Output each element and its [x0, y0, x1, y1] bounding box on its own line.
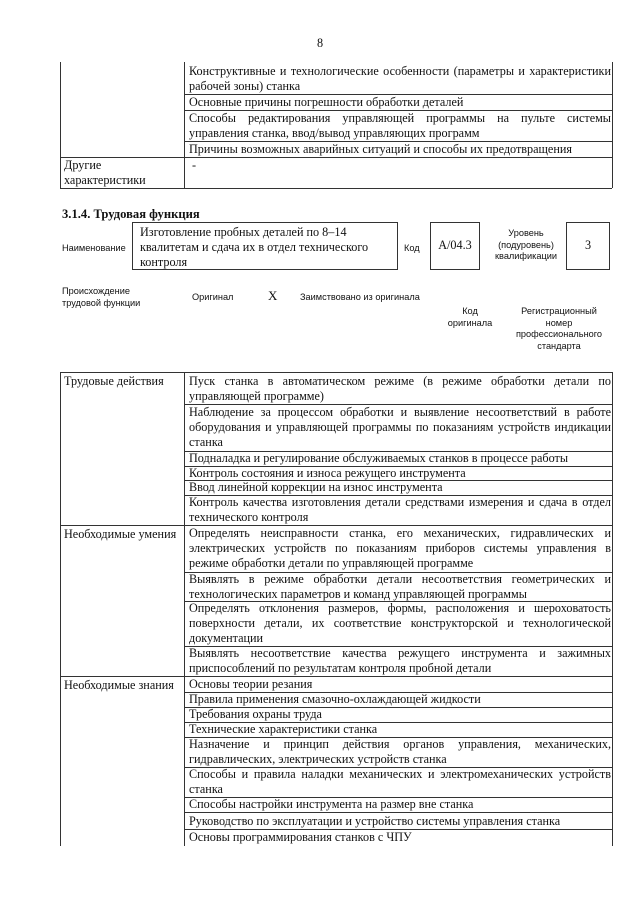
table-border	[60, 372, 61, 846]
table-row: Конструктивные и технологические особенности (параметры и характеристики рабочей зоны) станка	[189, 64, 611, 94]
other-characteristics-label: Другие характеристики	[64, 158, 146, 188]
table-border	[184, 62, 185, 188]
required-skills-label: Необходимые умения	[64, 527, 177, 541]
table-row: Способы редактирования управляющей программы на пульте системы управления станка, ввод/вывод управляющих программ	[189, 111, 611, 141]
table-border	[612, 62, 613, 188]
code-value: А/04.3	[438, 238, 472, 252]
original-mark: X	[268, 288, 278, 303]
table-row: Подналадка и регулирование обслуживаемых станков в процессе работы	[189, 451, 569, 465]
name-value: Изготовление пробных деталей по 8–14 квалитетам и сдача их в отдел технического контроля	[140, 225, 369, 270]
code-label: Код	[404, 243, 420, 253]
table-row: Руководство по эксплуатации и устройство системы управления станка	[189, 814, 561, 828]
code-original-label: Код оригинала	[447, 306, 493, 328]
table-row: Технические характеристики станка	[189, 722, 378, 736]
borrowed-label: Заимствовано из оригинала	[300, 292, 420, 302]
table-row: Основы программирования станков с ЧПУ	[189, 830, 412, 844]
table-row: Правила применения смазочно-охлаждающей жидкости	[189, 692, 481, 706]
table-border	[60, 62, 61, 188]
table-row: Пуск станка в автоматическом режиме (в режиме обработки детали по управляющей программе)	[189, 374, 611, 404]
origin-label: Происхождение трудовой функции	[62, 286, 141, 308]
level-label: Уровень (подуровень) квалификации	[495, 228, 557, 261]
table-row: Выявлять в режиме обработки детали несоответствия геометрических и технологических параметров и команд управляющей программы	[189, 572, 611, 602]
other-characteristics-value: -	[192, 158, 197, 172]
table-row: Контроль состояния и износа режущего инструмента	[189, 466, 466, 480]
row-divider	[60, 188, 612, 189]
table-row: Способы и правила наладки механических и электромеханических устройств станка	[189, 767, 611, 797]
table-row: Контроль качества изготовления детали средствами измерения и сдача в отдел технического контроля	[189, 495, 611, 525]
name-label: Наименование	[62, 243, 126, 253]
table-row: Наблюдение за процессом обработки и выявление несоответствий в работе оборудования и управляющей программы по показаниям устройств индикации станка	[189, 405, 611, 450]
table-row: Ввод линейной коррекции на износ инструмента	[189, 480, 443, 494]
table-row: Выявлять несоответствие качества режущего инструмента и зажимных приспособлений по результатам контроля пробной детали	[189, 646, 611, 676]
table-row: Назначение и принцип действия органов управления, механических, гидравлических, электрических устройств станка	[189, 737, 611, 767]
level-value: 3	[584, 238, 592, 252]
table-top-border	[60, 372, 612, 373]
table-border	[184, 372, 185, 846]
registration-number-label: Регистрационный номер профессионального стандарта	[515, 306, 603, 351]
page-number: 8	[316, 36, 324, 50]
table-row: Требования охраны труда	[189, 707, 322, 721]
table-row: Определять неисправности станка, его механических, гидравлических и электрических устройств по показаниям приборов системы управления в режиме обработки детали по управляющей программе	[189, 526, 611, 571]
table-row: Способы настройки инструмента на размер вне станка	[189, 797, 474, 811]
table-row: Основные причины погрешности обработки деталей	[189, 95, 464, 109]
table-row: Основы теории резания	[189, 677, 313, 691]
table-row: Причины возможных аварийных ситуаций и способы их предотвращения	[189, 142, 572, 156]
table-row: Определять отклонения размеров, формы, расположения и шероховатость поверхности детали, их соответствие конструкторской и технологической документации	[189, 601, 611, 646]
original-label: Оригинал	[192, 292, 234, 302]
required-knowledge-label: Необходимые знания	[64, 678, 174, 692]
table-border	[612, 372, 613, 846]
section-title: 3.1.4. Трудовая функция	[62, 207, 200, 221]
row-divider	[184, 812, 612, 813]
labor-actions-label: Трудовые действия	[64, 374, 164, 388]
